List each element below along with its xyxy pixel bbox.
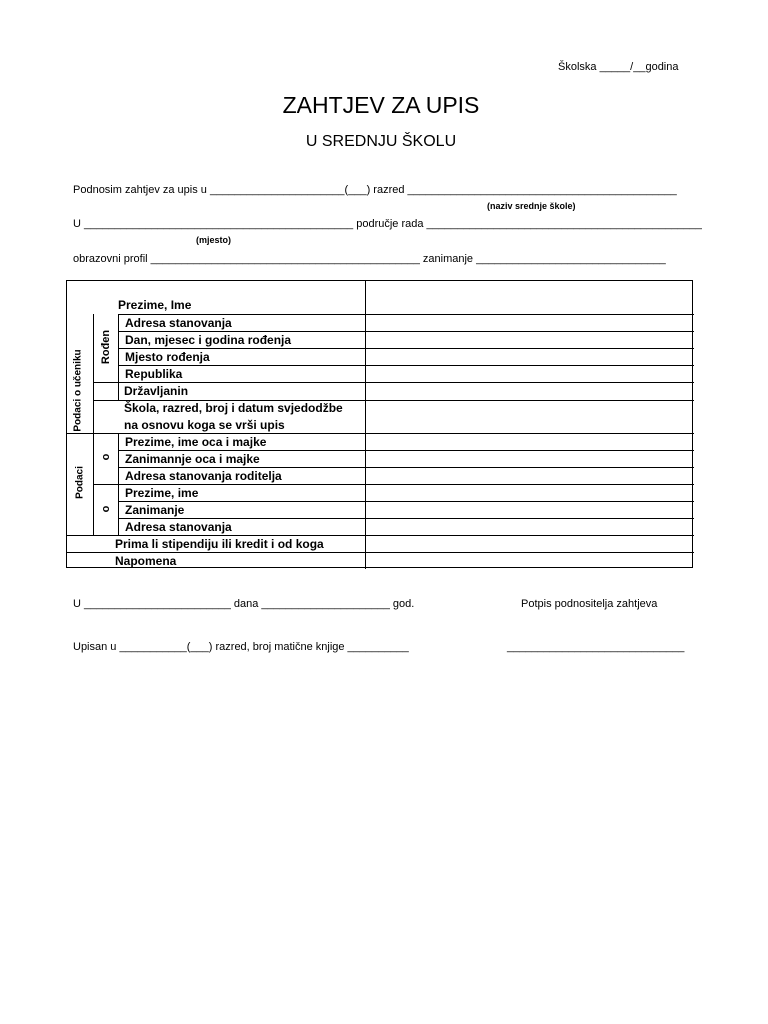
intro-note-school-name: (naziv srednje škole)	[487, 201, 576, 211]
document-title: ZAHTJEV ZA UPIS	[282, 92, 480, 118]
row-republic-label: Republika	[125, 367, 183, 381]
parents-data-group-label: Podaci	[74, 466, 86, 499]
row-name-label: Prezime, Ime	[118, 298, 192, 312]
row-birthplace-label: Mjesto rođenja	[125, 350, 210, 364]
signature-label: Potpis podnositelja zahtjeva	[521, 598, 658, 610]
intro-line-school: Podnosim zahtjev za upis u ______________________(___) razred ____________________________________________	[73, 184, 677, 196]
row-guardian-name-label: Prezime, ime	[125, 486, 199, 500]
row-school-label-1: Škola, razred, broj i datum svjedodžbe	[124, 401, 343, 415]
born-sub-label: Rođen	[100, 329, 112, 365]
row-parents-name-label: Prezime, ime oca i majke	[125, 435, 267, 449]
intro-note-place: (mjesto)	[196, 235, 232, 245]
enrolled-line: Upisan u ___________(___) razred, broj matične knjige __________	[73, 641, 409, 653]
place-date-line: U ________________________ dana _____________________ god.	[73, 598, 415, 610]
school-year: Školska _____/__godina	[558, 61, 679, 73]
student-data-group-label: Podaci o učeniku	[72, 349, 84, 432]
row-guardian-job-label: Zanimanje	[125, 503, 185, 517]
parents-sub-label: o	[100, 453, 112, 461]
row-birthdate-label: Dan, mjesec i godina rođenja	[125, 333, 292, 347]
row-address-label: Adresa stanovanja	[125, 316, 232, 330]
row-note-label: Napomena	[115, 554, 177, 568]
row-school-label-2: na osnovu koga se vrši upis	[124, 418, 285, 432]
row-guardian-address-label: Adresa stanovanja	[125, 520, 232, 534]
row-parents-address-label: Adresa stanovanja roditelja	[125, 469, 282, 483]
enrollment-table	[66, 280, 693, 568]
row-parents-job-label: Zanimannje oca i majke	[125, 452, 260, 466]
signature-line: _____________________________	[507, 641, 685, 653]
intro-line-place: U ____________________________________________ područje rada _____________________________________________	[73, 218, 702, 230]
row-scholarship-label: Prima li stipendiju ili kredit i od koga	[115, 537, 324, 551]
intro-line-profile: obrazovni profil ____________________________________________ zanimanje _______________________________	[73, 253, 666, 265]
document-subtitle: U SREDNJU ŠKOLU	[305, 133, 457, 150]
row-citizenship-label: Državljanin	[124, 384, 189, 398]
guardian-sub-label: o	[100, 505, 112, 513]
